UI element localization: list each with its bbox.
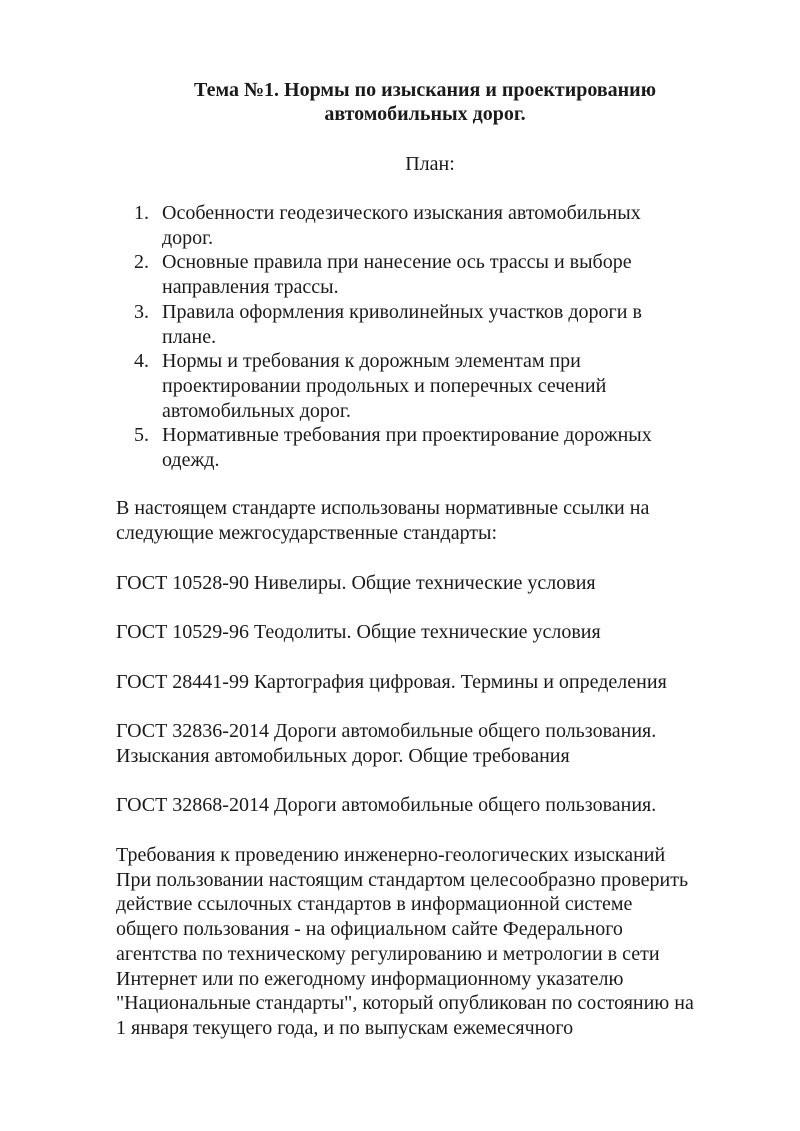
- plan-item-text: Правила оформления криволинейных участков дороги в: [162, 300, 642, 323]
- body-line: "Национальные стандарты", который опубликован по состоянию на: [116, 992, 694, 1015]
- plan-item-number: 4.: [134, 350, 149, 373]
- gost-32836-line-1: ГОСТ 32836-2014 Дороги автомобильные общего пользования.: [116, 720, 657, 742]
- plan-item-text: Основные правила при нанесение ось трассы и выборе: [162, 251, 632, 274]
- gost-32868-reference: ГОСТ 32868-2014 Дороги автомобильные общего пользования.: [116, 794, 657, 816]
- plan-item-text: Нормативные требования при проектирование дорожных: [162, 424, 652, 447]
- gost-32836-reference: [116, 719, 766, 768]
- plan-item-text: направления трассы.: [162, 276, 339, 299]
- plan-item-text: проектировании продольных и поперечных сечений: [162, 374, 607, 397]
- title-line-1: Тема №1. Нормы по изыскания и проектированию: [194, 79, 656, 101]
- body-line: Интернет или по ежегодному информационному указателю: [116, 967, 624, 990]
- plan-item-text: одежд.: [162, 449, 220, 472]
- plan-item-number: 1.: [134, 202, 149, 224]
- intro-paragraph: [116, 496, 766, 545]
- plan-item-text: Особенности геодезического изыскания автомобильных: [162, 202, 641, 224]
- body-line: действие ссылочных стандартов в информационной системе: [116, 893, 633, 916]
- plan-item-3: [116, 300, 716, 349]
- plan-list: [116, 201, 716, 473]
- body-line: 1 января текущего года, и по выпускам ежемесячного: [116, 1016, 574, 1039]
- body-paragraph: [116, 843, 766, 1041]
- plan-item-text: Нормы и требования к дорожным элементам при: [162, 350, 581, 373]
- plan-heading: План:: [405, 153, 455, 175]
- plan-item-number: 2.: [134, 251, 149, 274]
- plan-item-text: плане.: [162, 325, 217, 348]
- body-line: При пользовании настоящим стандартом целесообразно проверить: [116, 868, 689, 891]
- title-line-2: автомобильных дорог.: [324, 103, 526, 125]
- intro-line-1: В настоящем стандарте использованы нормативные ссылки на: [116, 497, 650, 519]
- document-title: [100, 78, 750, 126]
- plan-item-4: [116, 349, 716, 423]
- gost-10529-reference: ГОСТ 10529-96 Теодолиты. Общие технические условия: [116, 621, 601, 643]
- body-line: Требования к проведению инженерно-геологических изысканий: [116, 844, 666, 866]
- plan-item-5: [116, 423, 716, 472]
- body-line: агентства по техническому регулированию и метрологии в сети: [116, 942, 660, 965]
- plan-item-number: 3.: [134, 300, 149, 323]
- gost-28441-reference: ГОСТ 28441-99 Картография цифровая. Термины и определения: [116, 671, 667, 693]
- intro-line-2: следующие межгосударственные стандарты:: [116, 521, 498, 544]
- plan-item-number: 5.: [134, 424, 149, 447]
- gost-32836-line-2: Изыскания автомобильных дорог. Общие требования: [116, 744, 570, 767]
- body-line: общего пользования - на официальном сайте Федерального: [116, 918, 623, 941]
- plan-item-text: дорог.: [162, 226, 214, 249]
- plan-item-2: [116, 250, 716, 299]
- gost-10528-reference: ГОСТ 10528-90 Нивелиры. Общие технические условия: [116, 572, 596, 594]
- plan-item-text: автомобильных дорог.: [162, 399, 351, 422]
- plan-item-1: [116, 201, 716, 250]
